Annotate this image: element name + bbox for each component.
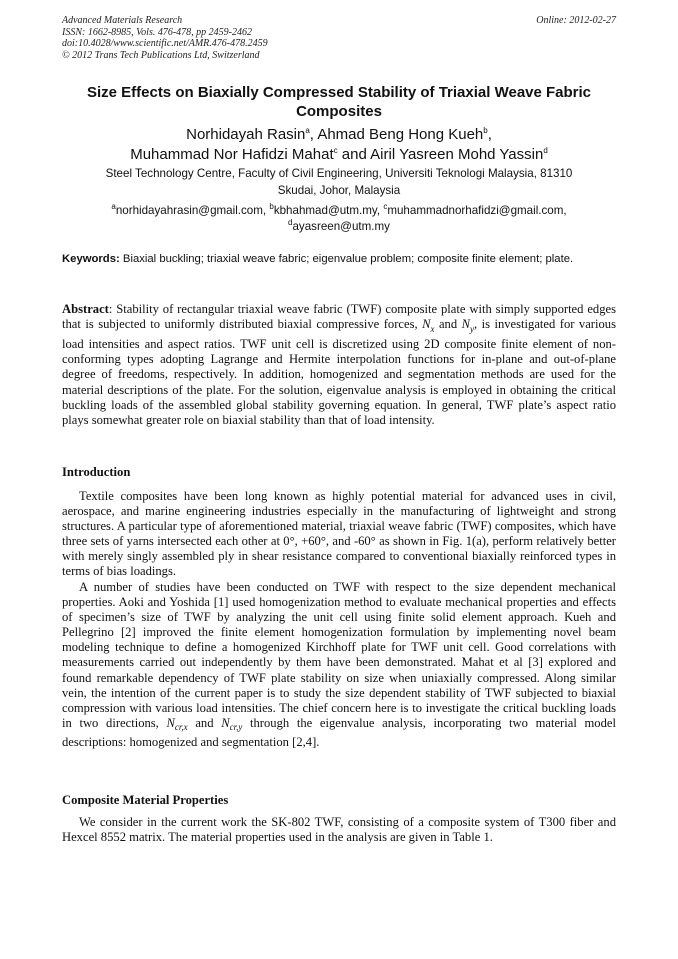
journal-copyright: © 2012 Trans Tech Publications Ltd, Switzerland <box>62 49 260 61</box>
symbol-n: N <box>461 317 470 332</box>
journal-name: Advanced Materials Research <box>62 15 183 26</box>
symbol-n: N <box>221 715 230 730</box>
intro-text: A number of studies have been conducted on TWF with respect to the size dependent mechanical properties. Aoki and Yoshida [1] used homogenization method to evaluate mechanical properties and effects of specimen’s size of TWF by analyzing the unit cell using finite solid element approach. Kueh and Pellegrino [2] improved the finite element homogenization formulation by implementing novel beam modeling technique to define a homogenized Kirchhoff plate for TWF unit cell. Good correlations with measurements carried out independently by them have been demonstrated. Mahat et al [3] explored and found remarkable dependency of TWF plate stability on size when uniaxially compressed. Along similar vein, the intention of the current paper is to study the size dependent stability of TWF subjected to biaxial compression with various load intensities. The chief concern here is to investigate the critical buckling loads in two directions, <box>62 580 616 730</box>
author-name: Airil Yasreen Mohd Yassin <box>370 146 544 163</box>
email-mark: a <box>111 202 116 212</box>
online-date: Online: 2012-02-27 <box>536 15 616 26</box>
author-affil-mark: a <box>305 126 310 135</box>
keywords-text: Biaxial buckling; triaxial weave fabric; eigenvalue problem; composite finite element; plate. <box>119 253 574 265</box>
keywords <box>62 252 616 267</box>
affiliation <box>62 166 616 199</box>
email-link[interactable]: norhidayahrasin@gmail.com, <box>115 204 270 217</box>
symbol-sub: y <box>470 323 474 334</box>
intro-text: through the eigenvalue analysis, incorporating two material model descriptions: homogenized and segmentation [2,4]. <box>62 715 616 750</box>
affiliation-line: Skudai, Johor, Malaysia <box>277 183 401 197</box>
journal-doi: doi:10.4028/www.scientific.net/AMR.476-478.2459 <box>62 38 268 49</box>
email-mark: b <box>269 202 274 212</box>
author-separator: and <box>337 146 371 163</box>
email-link[interactable]: ayasreen@utm.my <box>292 220 390 233</box>
author-emails <box>62 203 616 235</box>
author-line-2 <box>62 145 616 165</box>
symbol-sub: cr,x <box>174 722 188 733</box>
email-link[interactable]: kbhahmad@utm.my, <box>273 204 384 217</box>
abstract-text: and <box>434 317 462 332</box>
symbol-n: N <box>422 317 431 332</box>
intro-paragraph-1: Textile composites have been long known as highly potential material for advanced uses in civil, aerospace, and marine engineering industries especially in the manufacturing of lightweight and strong structures. A particular type of aforementioned material, triaxial weave fabric (TWF) composites, which have three sets of yarns intersected each other at 0°, +60°, and -60° as shown in Fig. 1(a), perform relatively better with merely singly assembled ply in shear resistance compared to conventional biaxially reinforced types in terms of bias loadings. <box>62 489 616 579</box>
affiliation-line: Steel Technology Centre, Faculty of Civil Engineering, Universiti Teknologi Malaysia, 81310 <box>105 167 573 180</box>
author-name: Ahmad Beng Hong Kueh <box>317 126 484 143</box>
author-name: Muhammad Nor Hafidzi Mahat <box>130 146 334 163</box>
materials-paragraph-1: We consider in the current work the SK-802 TWF, consisting of a composite system of T300 fiber and Hexcel 8552 matrix. The material properties used in the analysis are given in Table 1. <box>62 815 616 845</box>
author-affil-mark: d <box>543 146 548 155</box>
abstract-text: , is investigated for various load intensities and aspect ratios. TWF unit cell is discretized using 2D composite finite element of non-conforming types adopting Lagrange and Hermite interpolation functions for in-plane and out-of-plane degree of freedoms, respectively. In addition, homogenized and segmentation methods are used for the material descriptions of the plate. For the solution, eigenvalue analysis is employed in obtaining the critical buckling loads of the assembled global stability governing equation. In general, TWF plate’s aspect ratio plays somewhat greater role on biaxial stability than that of load intensity. <box>62 317 616 427</box>
intro-paragraph-2 <box>62 580 616 751</box>
author-affil-mark: c <box>333 146 338 155</box>
symbol-sub: cr,y <box>229 722 243 733</box>
author-separator: , <box>487 126 492 143</box>
symbol-n: N <box>166 715 175 730</box>
author-list <box>62 125 616 165</box>
section-heading-materials: Composite Material Properties <box>62 793 229 807</box>
email-line-1 <box>62 203 616 219</box>
journal-header <box>62 15 616 61</box>
section-heading-introduction: Introduction <box>62 465 131 479</box>
paper-title: Size Effects on Biaxially Compressed Stability of Triaxial Weave Fabric Composites <box>86 84 592 120</box>
email-line-2 <box>62 219 616 235</box>
author-affil-mark: b <box>483 126 488 135</box>
abstract <box>62 302 616 428</box>
intro-text: and <box>187 715 222 730</box>
email-mark: c <box>383 202 388 212</box>
author-line-1 <box>62 125 616 145</box>
email-link[interactable]: muhammadnorhafidzi@gmail.com, <box>387 204 567 217</box>
symbol-sub: x <box>430 323 435 334</box>
abstract-label: Abstract <box>62 302 109 316</box>
author-separator: , <box>309 126 318 143</box>
author-name: Norhidayah Rasin <box>186 126 306 143</box>
keywords-label: Keywords: <box>62 253 120 265</box>
abstract-text: : Stability of rectangular triaxial weave fabric (TWF) composite plate with simply supported edges that is subjected to uniformly distributed biaxial compressive forces, <box>62 302 616 332</box>
email-mark: d <box>288 218 293 228</box>
journal-issn: ISSN: 1662-8985, Vols. 476-478, pp 2459-2462 <box>62 26 252 38</box>
